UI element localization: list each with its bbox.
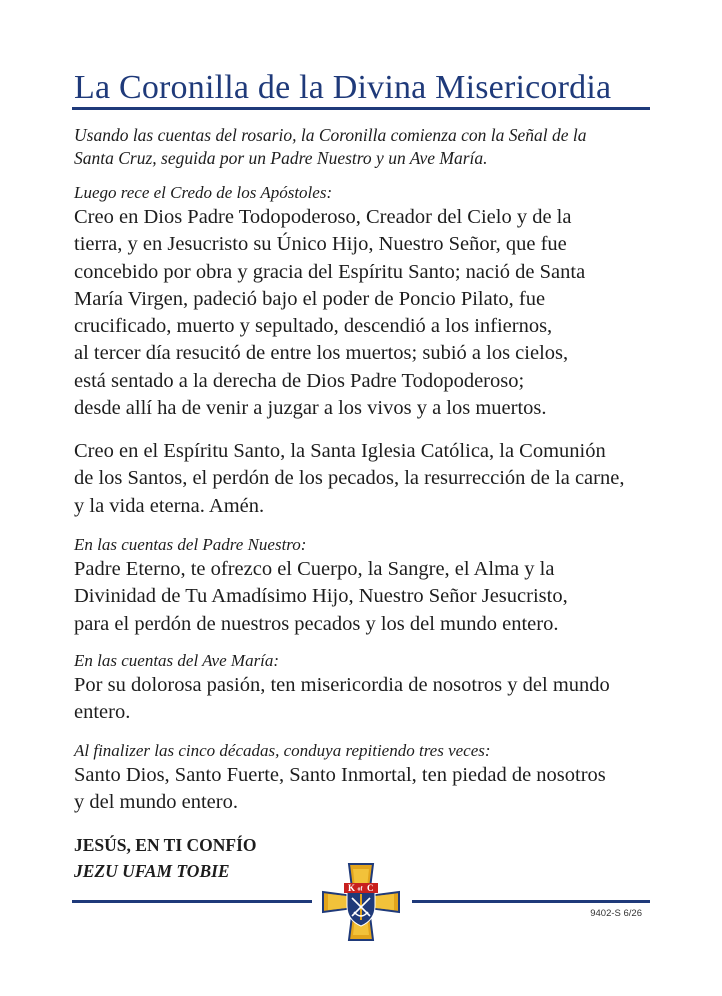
closing-line-spanish: JESÚS, EN TI CONFÍO — [74, 835, 257, 855]
prayer-line: Divinidad de Tu Amadísimo Hijo, Nuestro Señor Jesucristo, — [74, 585, 568, 608]
creed-line: al tercer día resucitó de entre los muertos; subió a los cielos, — [74, 342, 569, 365]
our-father-label: En las cuentas del Padre Nuestro: — [74, 535, 307, 554]
creed-line: desde allí ha de venir a juzgar a los vivos y a los muertos. — [74, 397, 547, 420]
creed-line: y la vida eterna. Amén. — [74, 494, 265, 517]
prayer-line: y del mundo entero. — [74, 791, 238, 814]
creed-paragraph-1 — [74, 204, 654, 422]
emblem-letter-of: of — [357, 886, 363, 893]
our-father-prayer — [74, 556, 654, 638]
title-underline — [72, 107, 650, 110]
intro-paragraph — [74, 124, 654, 170]
creed-paragraph-2 — [74, 438, 654, 520]
intro-line: Santa Cruz, seguida por un Padre Nuestro y un Ave María. — [74, 148, 488, 168]
intro-line: Usando las cuentas del rosario, la Coronilla comienza con la Señal de la — [74, 125, 587, 145]
creed-label: Luego rece el Credo de los Apóstoles: — [74, 183, 333, 202]
hail-mary-prayer — [74, 672, 654, 727]
creed-line: está sentado a la derecha de Dios Padre Todopoderoso; — [74, 369, 525, 392]
creed-line: Creo en Dios Padre Todopoderoso, Creador del Cielo y de la — [74, 206, 572, 228]
creed-line: tierra, y en Jesucristo su Único Hijo, Nuestro Señor, que fue — [74, 233, 567, 256]
prayer-line: Padre Eterno, te ofrezco el Cuerpo, la Sangre, el Alma y la — [74, 558, 555, 580]
footer-rule-left — [72, 900, 312, 903]
footer-rule-right — [412, 900, 650, 903]
prayer-line: entero. — [74, 701, 131, 724]
conclusion-label: Al finalizer las cinco décadas, conduya repitiendo tres veces: — [74, 741, 491, 760]
emblem-letter-c: C — [367, 883, 374, 893]
knights-of-columbus-emblem-icon — [316, 860, 406, 944]
closing-line-polish: JEZU UFAM TOBIE — [74, 861, 230, 881]
conclusion-prayer — [74, 762, 654, 817]
footer-product-code: 9402-S 6/26 — [590, 908, 642, 919]
creed-line: María Virgen, padeció bajo el poder de Poncio Pilato, fue — [74, 287, 546, 310]
prayer-line: Por su dolorosa pasión, ten misericordia de nosotros y del mundo — [74, 674, 610, 696]
hail-mary-label: En las cuentas del Ave María: — [74, 651, 280, 670]
creed-line: crucificado, muerto y sepultado, descendió a los infiernos, — [74, 315, 553, 338]
emblem-letter-k: K — [348, 883, 356, 893]
page-title: La Coronilla de la Divina Misericordia — [74, 69, 612, 106]
creed-line: concebido por obra y gracia del Espíritu Santo; nació de Santa — [74, 260, 586, 283]
creed-line: de los Santos, el perdón de los pecados, la resurrección de la carne, — [74, 467, 625, 490]
creed-line: Creo en el Espíritu Santo, la Santa Iglesia Católica, la Comunión — [74, 440, 606, 462]
prayer-line: Santo Dios, Santo Fuerte, Santo Inmortal, ten piedad de nosotros — [74, 764, 606, 786]
prayer-line: para el perdón de nuestros pecados y los del mundo entero. — [74, 612, 559, 635]
